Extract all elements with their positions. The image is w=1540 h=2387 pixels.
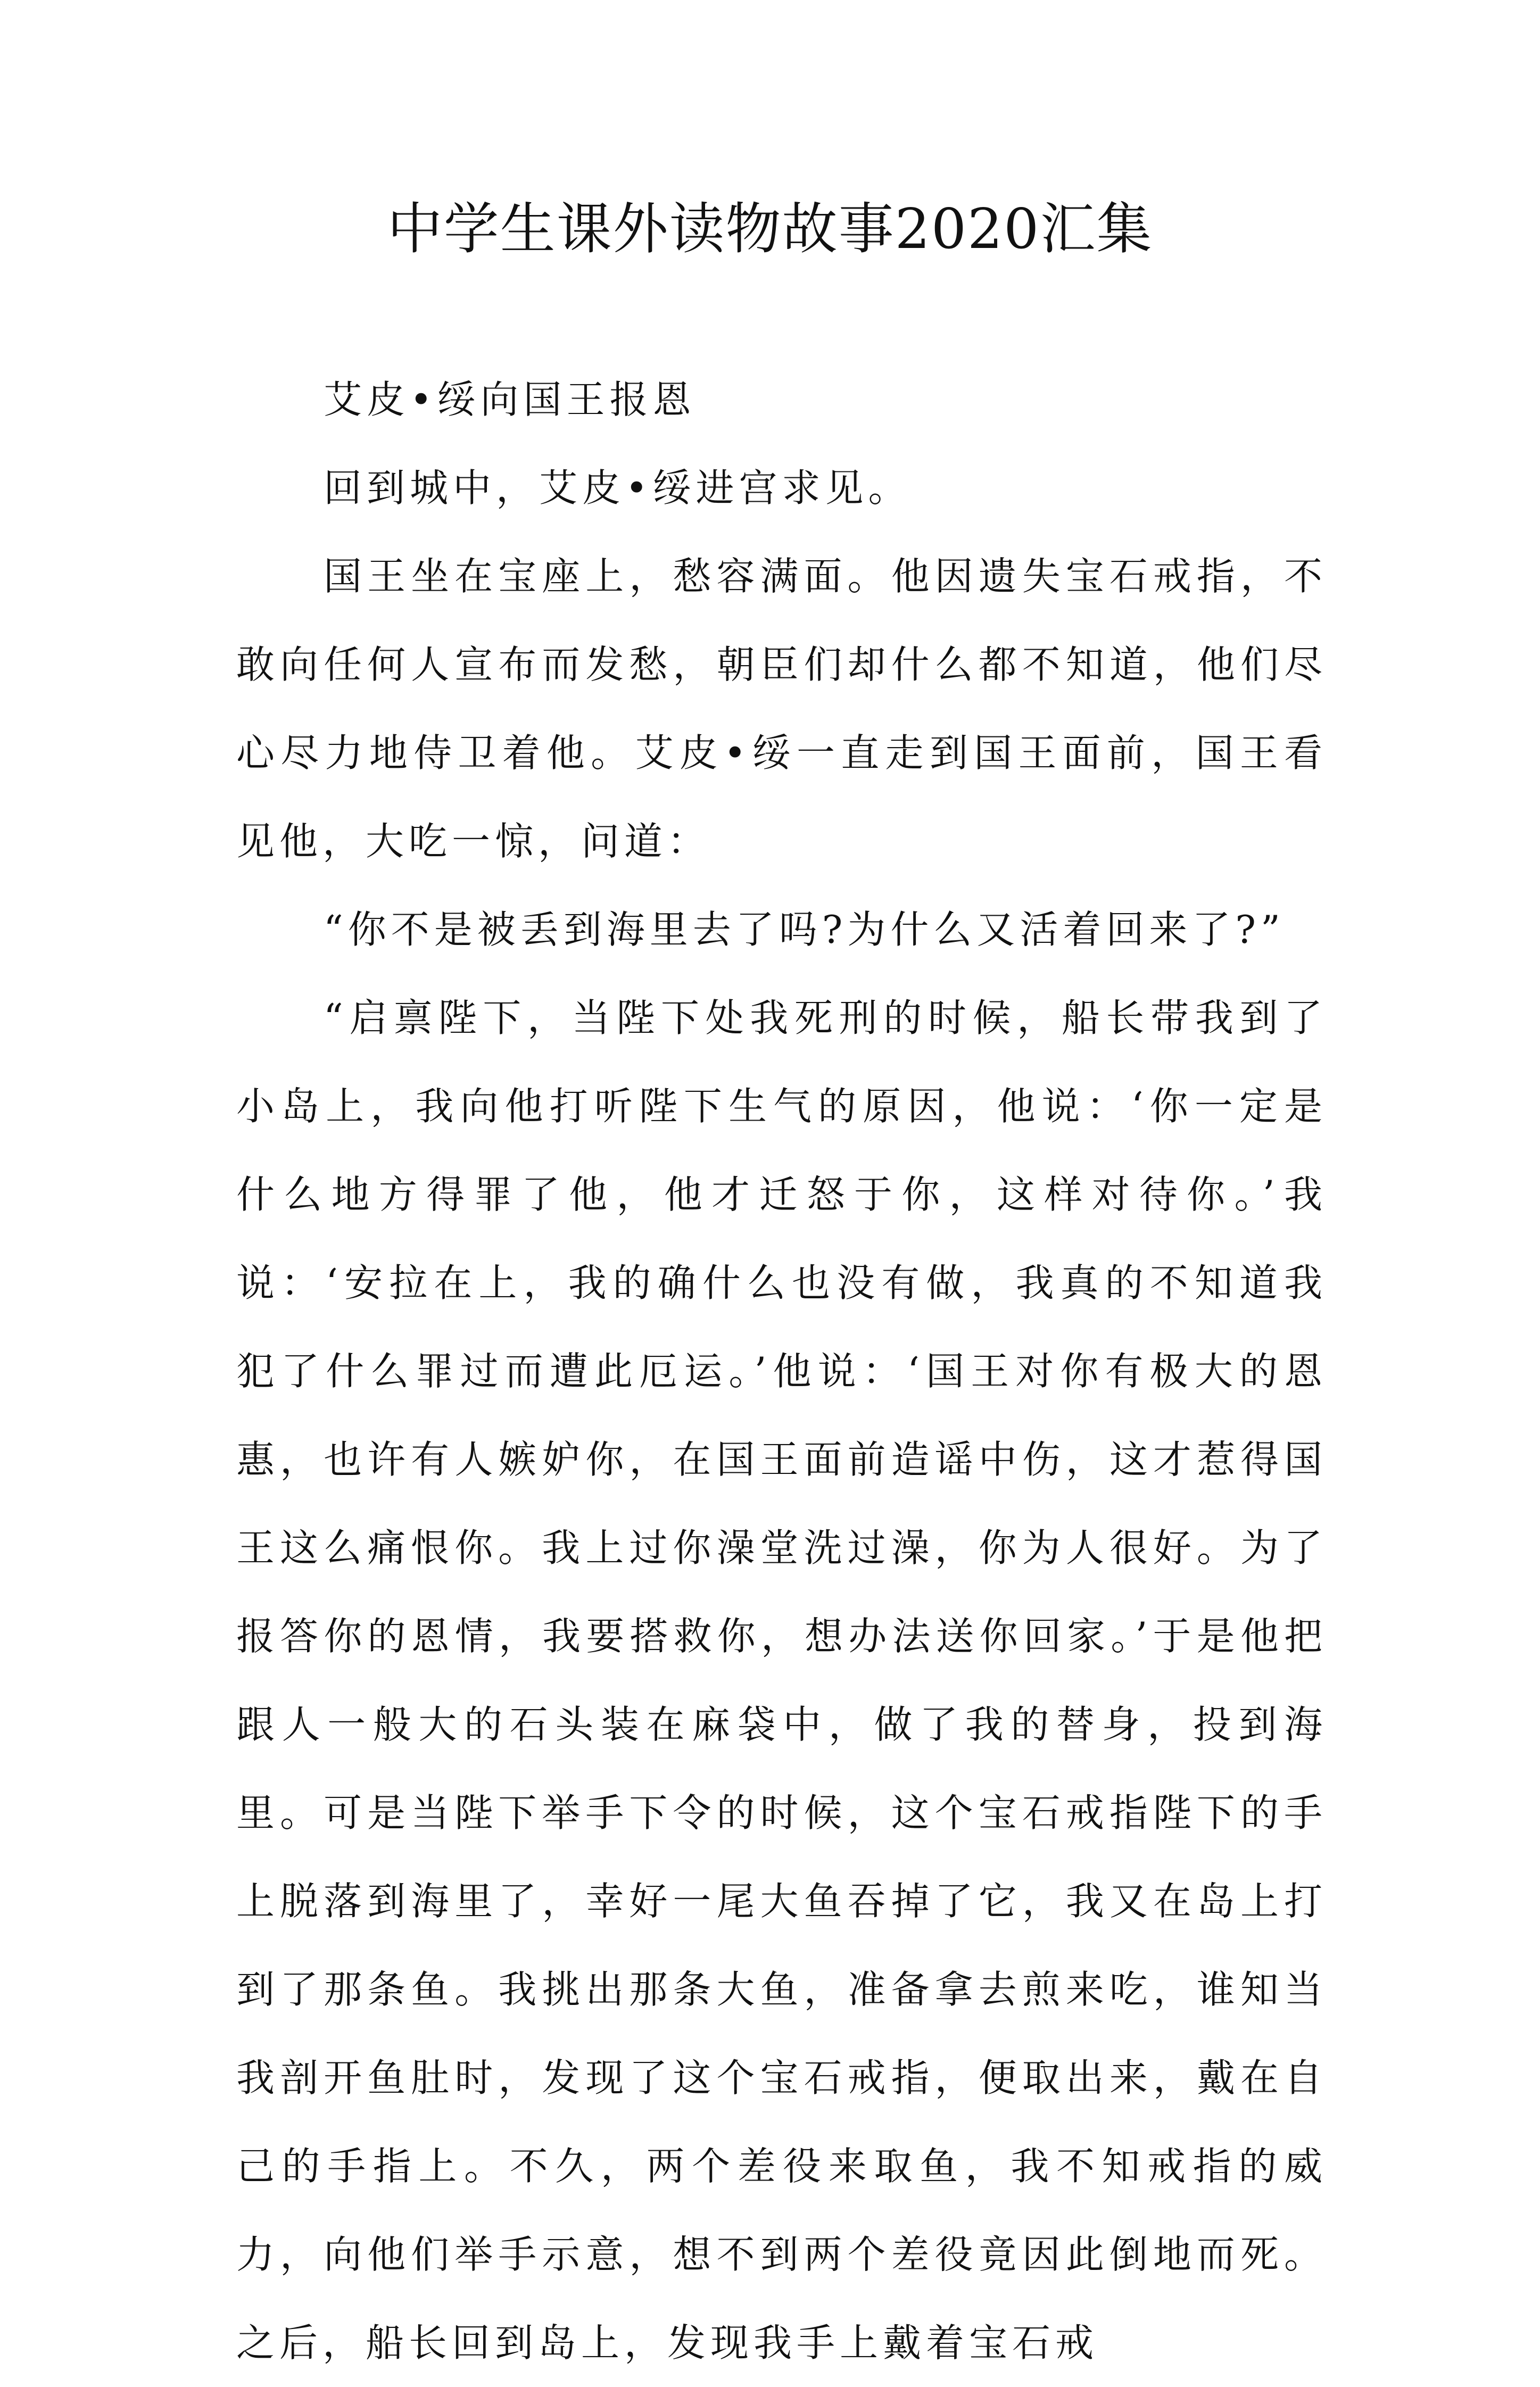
paragraph: 国王坐在宝座上，愁容满面。他因遗失宝石戒指，不敢向任何人宣布而发愁，朝臣们却什么都不知道，他们尽心尽力地侍卫着他。艾皮•绥一直走到国王面前，国王看见他，大吃一惊，问道： — [236, 554, 1327, 864]
document-body — [236, 355, 1327, 2387]
story-heading: 艾皮•绥向国王报恩 — [324, 377, 696, 422]
paragraph: “启禀陛下，当陛下处我死刑的时候，船长带我到了小岛上，我向他打听陛下生气的原因，他说：‘你一定是什么地方得罪了他，他才迁怒于你，这样对待你。’我说：‘安拉在上，我的确什么也没有做，我真的不知道我犯了什么罪过而遭此厄运。’他说：‘国王对你有极大的恩惠，也许有人嫉妒你，在国王面前造谣中伤，这才惹得国王这么痛恨你。我上过你澡堂洗过澡，你为人很好。为了报答你的恩情，我要搭救你，想办法送你回家。’于是他把跟人一般大的石头装在麻袋中，做了我的替身，投到海里。可是当陛下举手下令的时候，这个宝石戒指陛下的手上脱落到海里了，幸好一尾大鱼吞掉了它，我又在岛上打到了那条鱼。我挑出那条大鱼，准备拿去煎来吃，谁知当我剖开鱼肚时，发现了这个宝石戒指，便取出来，戴在自己的手指上。不久，两个差役来取鱼，我不知戒指的威力，向他们举手示意，想不到两个差役竟因此倒地而死。之后，船长回到岛上，发现我手上戴着宝石戒 — [236, 996, 1327, 2365]
paragraph: “你不是被丢到海里去了吗?为什么又活着回来了?” — [324, 907, 1285, 952]
paragraph: 回到城中，艾皮•绥进宫求见。 — [324, 466, 912, 510]
document-title: 中学生课外读物故事2020汇集 — [387, 196, 1153, 261]
